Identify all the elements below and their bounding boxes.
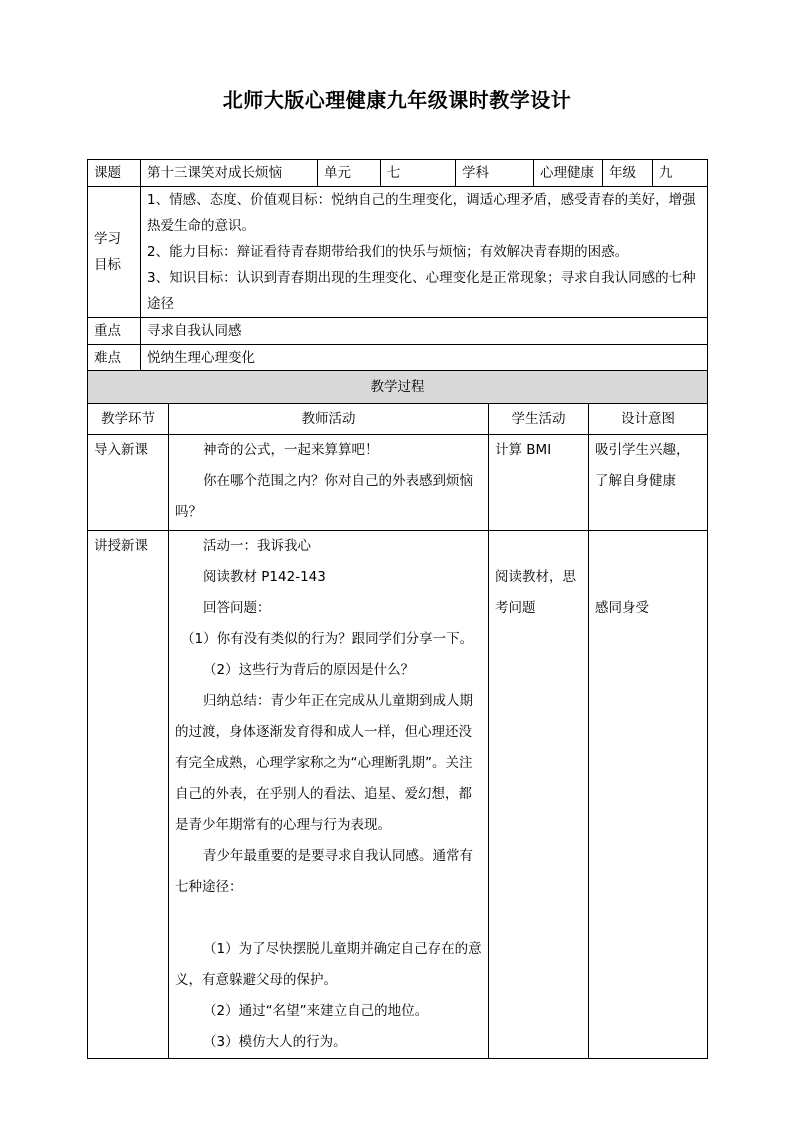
info-header-row [88, 160, 708, 187]
key-point-row [88, 318, 708, 345]
objective-item: 2、能力目标：辩证看待青春期带给我们的快乐与烦恼；有效解决青春期的困惑。 [147, 244, 629, 260]
column-header-stage: 教学环节 [88, 404, 169, 435]
objectives-label-line1: 学习 [94, 231, 121, 247]
teacher-paragraph: （3）模仿大人的行为。 [203, 1034, 347, 1050]
teacher-paragraph: （1）你有没有类似的行为？跟同学们分享一下。 [181, 631, 474, 647]
process-row-intro [88, 435, 708, 531]
column-header-teacher: 教师活动 [169, 404, 489, 435]
subject-label: 学科 [456, 160, 534, 187]
key-point-label: 重点 [88, 318, 141, 345]
grade-label: 年级 [603, 160, 653, 187]
info-table [87, 159, 708, 372]
objectives-label-line2: 目标 [94, 257, 121, 273]
paragraph-spacer [175, 903, 482, 934]
key-point-value: 寻求自我认同感 [141, 318, 708, 345]
document-title: 北师大版心理健康九年级课时教学设计 [222, 88, 572, 112]
process-section-title: 教学过程 [88, 371, 708, 404]
unit-value: 七 [381, 160, 456, 187]
topic-value: 第十三课笑对成长烦恼 [141, 160, 318, 187]
teacher-paragraph: 回答问题： [203, 600, 271, 616]
difficulty-value: 悦纳生理心理变化 [141, 345, 708, 372]
stage-cell: 讲授新课 [88, 531, 169, 1059]
column-header-student: 学生活动 [489, 404, 589, 435]
teacher-paragraph: 阅读教材 P142-143 [203, 569, 326, 585]
objective-item: 3、知识目标：认识到青春期出现的生理变化、心理变化是正常现象；寻求自我认同感的七种途径 [147, 270, 696, 312]
topic-label: 课题 [88, 160, 141, 187]
objectives-label [88, 187, 141, 318]
objectives-content [141, 187, 708, 318]
design-intent-text: 感同身受 [595, 600, 649, 616]
teacher-paragraph: 你在哪个范围之内？你对自己的外表感到烦恼吗？ [175, 473, 473, 520]
teacher-paragraph: 活动一：我诉我心 [203, 538, 311, 554]
teacher-paragraph: （1）为了尽快摆脱儿童期并确定自己存在的意义，有意躲避父母的保护。 [175, 941, 482, 988]
objective-item: 1、情感、态度、价值观目标：悦纳自己的生理变化，调适心理矛盾，感受青春的美好，增强热爱生命的意识。 [147, 192, 696, 234]
unit-label: 单元 [318, 160, 381, 187]
paragraph-spacer [595, 531, 701, 562]
design-intent-text: 吸引学生兴趣，了解自身健康 [595, 442, 690, 489]
difficulty-row [88, 345, 708, 372]
stage-cell: 导入新课 [88, 435, 169, 531]
process-table [87, 370, 708, 1059]
objectives-row [88, 187, 708, 318]
teacher-activity-cell [169, 531, 489, 1059]
teacher-paragraph: 神奇的公式，一起来算算吧！ [203, 442, 379, 458]
teacher-activity-cell [169, 435, 489, 531]
student-activity-cell: 计算 BMI [489, 435, 589, 531]
paragraph-spacer [495, 531, 582, 562]
process-header-row [88, 404, 708, 435]
design-intent-cell [589, 435, 708, 531]
design-intent-cell [589, 531, 708, 1059]
column-header-intent: 设计意图 [589, 404, 708, 435]
grade-value: 九 [653, 160, 708, 187]
teacher-paragraph: （2）通过“名望”来建立自己的地位。 [203, 1003, 429, 1019]
subject-value: 心理健康 [534, 160, 603, 187]
process-row-new-lesson [88, 531, 708, 1059]
teacher-paragraph: 归纳总结：青少年正在完成从儿童期到成人期的过渡，身体逐渐发育得和成人一样，但心理还没有完全成熟，心理学家称之为“心理断乳期”。关注自己的外表，在乎别人的看法、追星、爱幻想，都是青少年期常有的心理与行为表现。 [175, 693, 473, 833]
student-activity-text: 阅读教材，思考问题 [495, 569, 576, 616]
teacher-paragraph: （2）这些行为背后的原因是什么？ [203, 662, 415, 678]
paragraph-spacer [595, 562, 701, 593]
teacher-paragraph: 青少年最重要的是要寻求自我认同感。通常有七种途径： [175, 848, 473, 895]
process-title-row [88, 371, 708, 404]
student-activity-cell [489, 531, 589, 1059]
difficulty-label: 难点 [88, 345, 141, 372]
